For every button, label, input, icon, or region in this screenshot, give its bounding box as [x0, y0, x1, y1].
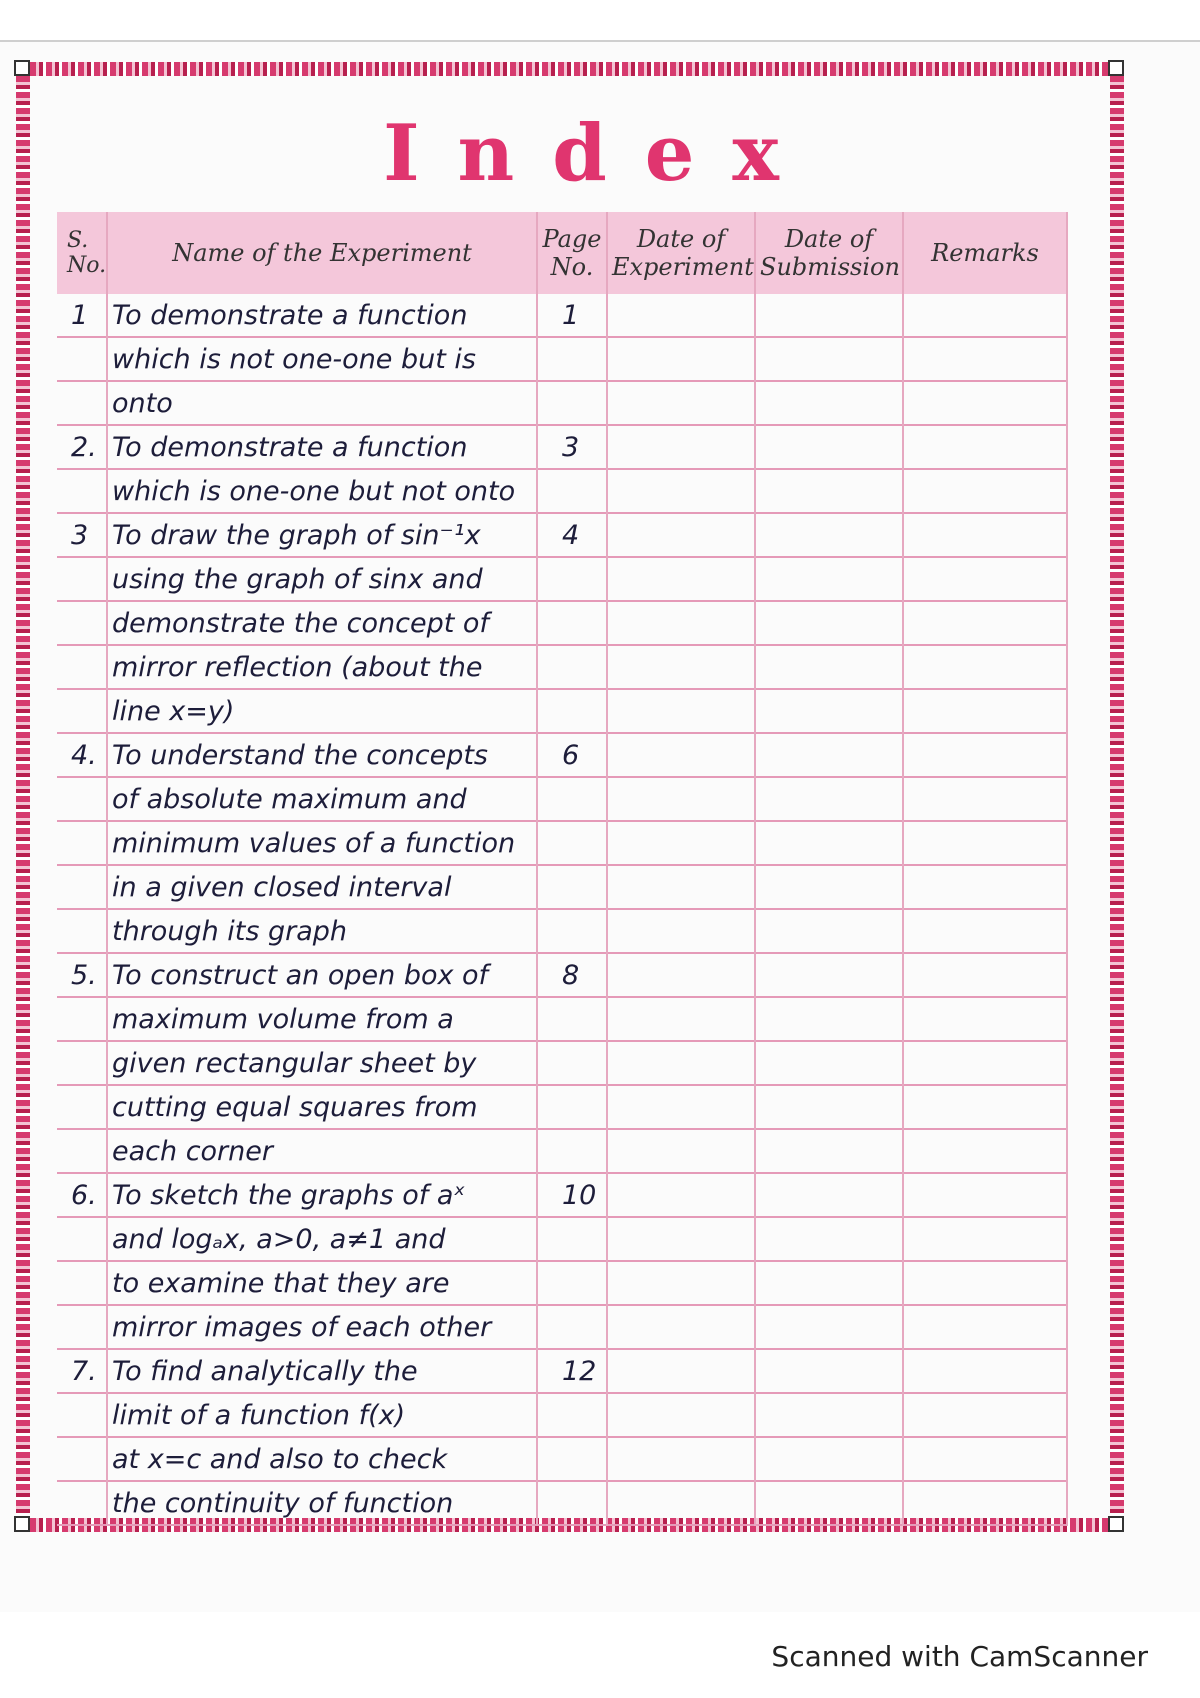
- row-remarks: [903, 1174, 1067, 1350]
- row-sno: 3: [57, 514, 107, 734]
- row-remarks: [903, 1350, 1067, 1526]
- row-remarks: [903, 514, 1067, 734]
- row-date-experiment: [607, 1174, 755, 1350]
- row-page-no: 4: [537, 514, 607, 734]
- row-sno: 7.: [57, 1350, 107, 1526]
- row-experiment-name: To find analytically the limit of a function f(x) at x=c and also to check the continuity of function: [107, 1350, 537, 1526]
- table-body: [57, 294, 1067, 1526]
- corner-mark-top-left: [14, 60, 30, 76]
- row-date-experiment: [607, 426, 755, 514]
- table-row: [57, 1350, 1067, 1526]
- row-experiment-name: To understand the concepts of absolute maximum and minimum values of a function in a given closed interval through its graph: [107, 734, 537, 954]
- row-sno: 5.: [57, 954, 107, 1174]
- corner-mark-bottom-right: [1108, 1516, 1124, 1532]
- row-date-submission: [755, 426, 903, 514]
- row-sno: 2.: [57, 426, 107, 514]
- table-row: [57, 954, 1067, 1174]
- row-date-experiment: [607, 954, 755, 1174]
- row-remarks: [903, 426, 1067, 514]
- row-date-submission: [755, 1350, 903, 1526]
- corner-mark-top-right: [1108, 60, 1124, 76]
- decorative-border-left: [16, 76, 30, 1518]
- row-page-no: 3: [537, 426, 607, 514]
- row-experiment-name: To draw the graph of sin⁻¹x using the graph of sinx and demonstrate the concept of mirror reflection (about the line x=y): [107, 514, 537, 734]
- row-page-no: 6: [537, 734, 607, 954]
- row-experiment-name: To demonstrate a function which is one-one but not onto: [107, 426, 537, 514]
- table-row: [57, 426, 1067, 514]
- row-date-submission: [755, 1174, 903, 1350]
- row-experiment-name: To demonstrate a function which is not one-one but is onto: [107, 294, 537, 426]
- header-date-experiment: Date of Experiment: [607, 212, 755, 294]
- row-sno: 6.: [57, 1174, 107, 1350]
- row-date-submission: [755, 954, 903, 1174]
- header-page: Page No.: [537, 212, 607, 294]
- header-date-submission: Date of Submission: [755, 212, 903, 294]
- row-experiment-name: To construct an open box of maximum volume from a given rectangular sheet by cutting equal squares from each corner: [107, 954, 537, 1174]
- header-sno: S. No.: [57, 212, 107, 294]
- decorative-border-right: [1110, 76, 1124, 1518]
- row-sno: 4.: [57, 734, 107, 954]
- index-table: [57, 212, 1068, 1526]
- row-sno: 1: [57, 294, 107, 426]
- row-date-submission: [755, 734, 903, 954]
- header-remarks: Remarks: [903, 212, 1067, 294]
- page-title: Index: [383, 108, 817, 199]
- table-row: [57, 1174, 1067, 1350]
- row-date-experiment: [607, 294, 755, 426]
- row-date-experiment: [607, 514, 755, 734]
- table-row: [57, 514, 1067, 734]
- row-experiment-name: To sketch the graphs of aˣ and logₐx, a>0, a≠1 and to examine that they are mirror images of each other: [107, 1174, 537, 1350]
- row-date-experiment: [607, 734, 755, 954]
- row-page-no: 12: [537, 1350, 607, 1526]
- table-header-row: [57, 212, 1067, 294]
- corner-mark-bottom-left: [14, 1516, 30, 1532]
- table-row: [57, 294, 1067, 426]
- row-remarks: [903, 294, 1067, 426]
- row-remarks: [903, 734, 1067, 954]
- row-page-no: 8: [537, 954, 607, 1174]
- row-page-no: 1: [537, 294, 607, 426]
- table-row: [57, 734, 1067, 954]
- row-page-no: 10: [537, 1174, 607, 1350]
- row-date-submission: [755, 294, 903, 426]
- row-date-submission: [755, 514, 903, 734]
- row-remarks: [903, 954, 1067, 1174]
- camscanner-watermark: Scanned with CamScanner: [771, 1640, 1148, 1673]
- decorative-border-top: [30, 62, 1120, 76]
- row-date-experiment: [607, 1350, 755, 1526]
- header-name: Name of the Experiment: [107, 212, 537, 294]
